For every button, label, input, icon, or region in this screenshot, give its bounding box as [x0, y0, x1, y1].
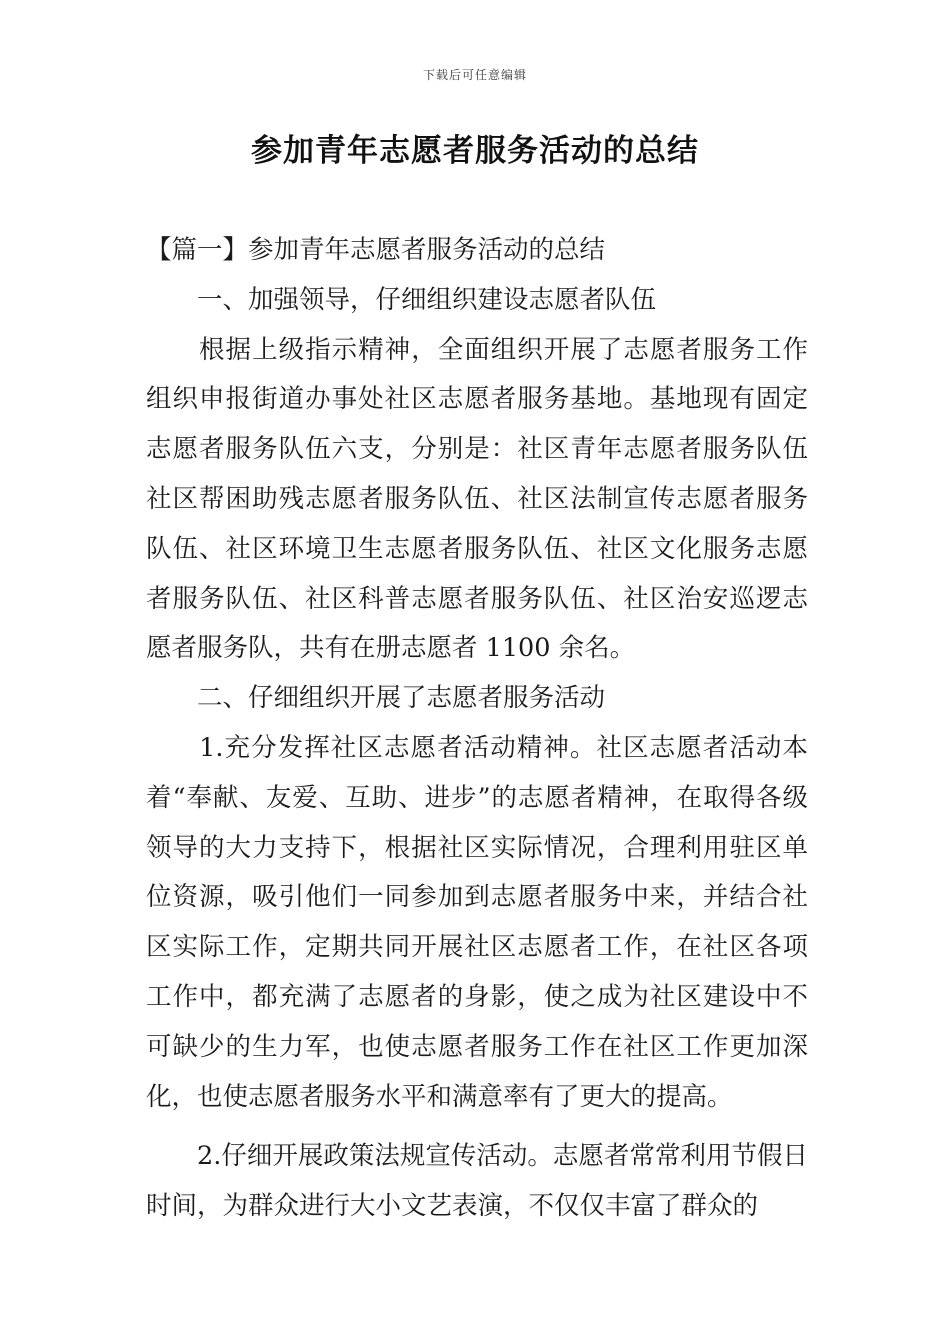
paragraph-2: 1.充分发挥社区志愿者活动精神。社区志愿者活动本着“奉献、友爱、互助、进步”的志愿者精神，在取得各级领导的大力支持下，根据社区实际情况，合理利用驻区单位资源，吸引他们一同参加到志愿者服务中来，并结合社区实际工作，定期共同开展社区志愿者工作，在社区各项工作中，都充满了志愿者的身影，使之成为社区建设中不可缺少的生力军，也使志愿者服务工作在社区工作更加深化，也使志愿者服务水平和满意率有了更大的提高。 [146, 732, 808, 1112]
section-heading: 【篇一】参加青年志愿者服务活动的总结 [146, 235, 606, 265]
header-note: 下载后可任意编辑 [422, 68, 527, 82]
subheading-2: 二、仔细组织开展了志愿者服务活动 [146, 683, 606, 714]
document-body [146, 226, 808, 1232]
document-title: 参加青年志愿者服务活动的总结 [251, 133, 699, 169]
paragraph-1: 根据上级指示精神，全面组织开展了志愿者服务工作组织申报街道办事处社区志愿者服务基地。基地现有固定志愿者服务队伍六支，分别是：社区青年志愿者服务队伍社区帮困助残志愿者服务队伍、社区法制宣传志愿者服务队伍、社区环境卫生志愿者服务队伍、社区文化服务志愿者服务队伍、社区科普志愿者服务队伍、社区治安巡逻志愿者服务队，共有在册志愿者 1100 余名。 [146, 334, 808, 664]
paragraph-3: 2.仔细开展政策法规宣传活动。志愿者常常利用节假日时间，为群众进行大小文艺表演，不仅仅丰富了群众的 [146, 1141, 808, 1222]
subheading-1: 一、加强领导，仔细组织建设志愿者队伍 [146, 284, 657, 315]
